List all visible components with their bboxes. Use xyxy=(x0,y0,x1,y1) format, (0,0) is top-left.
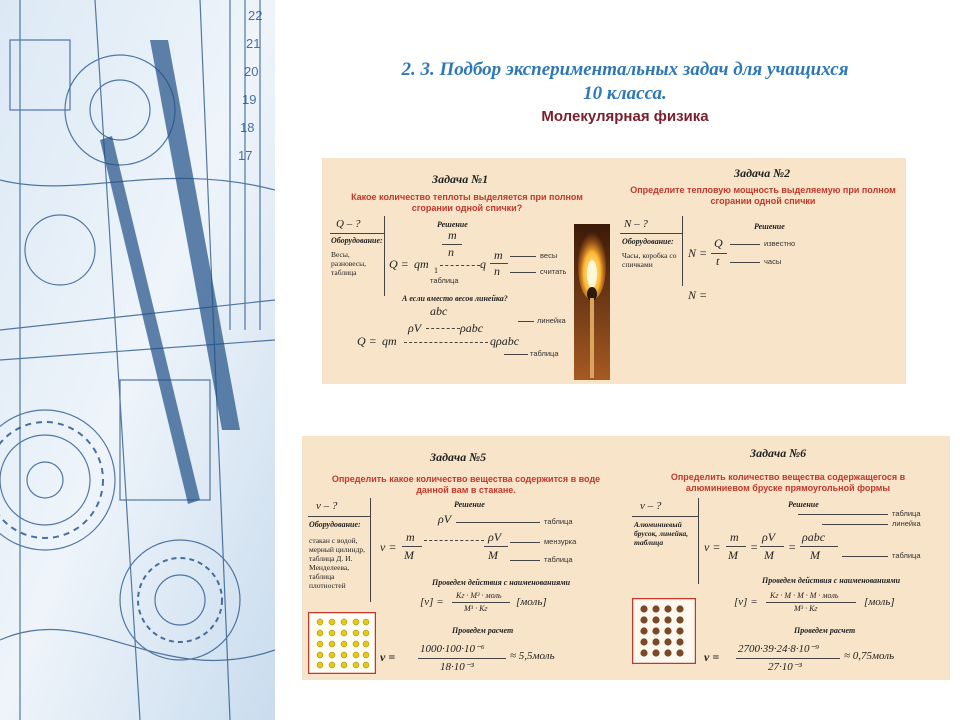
task5-units-result: [моль] xyxy=(516,596,547,608)
task6-note-table: таблица xyxy=(892,509,921,518)
slide-subtitle: Молекулярная физика xyxy=(541,108,709,125)
task1-solution-label: Решение xyxy=(437,220,468,229)
task6-M2: M xyxy=(764,548,774,562)
task2-given: N – ? xyxy=(624,218,648,230)
task2-equipment-label: Оборудование: xyxy=(622,237,674,246)
task6-eq-sign: = xyxy=(750,540,759,554)
task6-question: Определить количество вещества содержащегося в алюминиевом бруске прямоугольной формы xyxy=(670,472,906,493)
water-molecules-image xyxy=(308,612,376,674)
svg-text:17: 17 xyxy=(238,148,253,163)
task6-note-ruler: линейка xyxy=(892,519,921,528)
task6-units-label: Проведем действия с наименованиями xyxy=(762,576,901,585)
task1-equipment: Весы, разновесы, таблица xyxy=(331,250,367,277)
task5-rhoV: ρV xyxy=(438,512,452,526)
svg-text:18: 18 xyxy=(240,120,255,135)
task5-question: Определить какое количество вещества содержится в воде данной вам в стакане. xyxy=(331,474,601,495)
task1-given: Q – ? xyxy=(336,218,361,230)
task2-solution-label: Решение xyxy=(754,222,785,231)
task1-title: Задача №1 xyxy=(432,172,489,186)
task1-abc: abc xyxy=(430,304,448,318)
task2-title: Задача №2 xyxy=(734,166,791,180)
task2-Q: Q xyxy=(714,236,723,250)
task1-q-equals: Q = xyxy=(389,257,409,271)
task5-M: M xyxy=(404,548,414,562)
task6-units-result: [моль] xyxy=(864,596,895,608)
task6-solution-label: Решение xyxy=(788,500,819,509)
task5-calc-num: 1000·100·10⁻⁶ xyxy=(420,643,485,655)
task1-q: q xyxy=(480,257,486,271)
task5-units-den: М³ · Кг xyxy=(464,604,488,613)
svg-text:19: 19 xyxy=(242,92,257,107)
task2-t: t xyxy=(716,254,720,268)
task6-nu-equals: ν = xyxy=(704,540,721,554)
task5-calc-nu: ν = xyxy=(380,650,396,664)
svg-text:22: 22 xyxy=(248,8,263,23)
task5-units-num: Кг · М³ · моль xyxy=(456,591,502,600)
task6-calc-nu: ν = xyxy=(704,650,720,664)
task6-calc-label: Проведем расчет xyxy=(794,626,856,635)
task2-equipment: Часы, коробка со спичками xyxy=(622,251,677,269)
task6-note-table2: таблица xyxy=(892,551,921,560)
task2-note-clock: часы xyxy=(764,257,782,266)
blueprint-background-image xyxy=(0,0,275,720)
task6-calc-den: 27·10⁻³ xyxy=(768,661,802,673)
task5-units-lhs: [ν] = xyxy=(420,596,444,608)
task-panel-top xyxy=(322,158,906,384)
task1-m: m xyxy=(448,228,457,242)
aluminium-molecules-image xyxy=(632,598,696,664)
task1-q2-equals: Q = xyxy=(357,334,377,348)
burning-match-image xyxy=(574,224,610,380)
task6-M: M xyxy=(728,548,738,562)
task5-M2: M xyxy=(488,548,498,562)
task6-units-num: Кг · М · М · М · моль xyxy=(770,591,839,600)
task1-note-ruler: линейка xyxy=(537,316,566,325)
task1-note-count: считать xyxy=(540,267,567,276)
task6-title: Задача №6 xyxy=(750,446,807,460)
task5-note-table2: таблица xyxy=(544,555,573,564)
task6-units-den: М³ · Кг xyxy=(794,604,818,613)
task6-rhoV: ρV xyxy=(762,530,776,544)
task5-equipment: стакан с водой, мерный цилиндр, таблица Д. И. Менделеева, таблица плотностей xyxy=(309,536,366,590)
task6-calc-num: 2700·39·24·8·10⁻⁹ xyxy=(738,643,820,655)
task1-note-table2: таблица xyxy=(530,349,559,358)
task5-solution-label: Решение xyxy=(454,500,485,509)
svg-text:20: 20 xyxy=(244,64,259,79)
task2-question: Определите тепловую мощность выделяемую при полном сгорании одной спички xyxy=(630,185,896,206)
task6-units-lhs: [ν] = xyxy=(734,596,758,608)
task2-note-known: известно xyxy=(764,239,796,248)
task1-n: n xyxy=(448,245,454,259)
task5-calc-label: Проведем расчет xyxy=(452,626,514,635)
task5-title: Задача №5 xyxy=(430,450,487,464)
task1-question2: А если вместо весов линейка? xyxy=(402,294,508,303)
task1-sub1: 1 xyxy=(434,266,438,275)
slide-title-line2: 10 класса. xyxy=(583,83,667,104)
task1-question: Какое количество теплоты выделяется при полном сгорании одной спички? xyxy=(351,192,583,213)
slide-title xyxy=(330,58,920,106)
task2-n-equals: N = xyxy=(688,246,708,260)
slide-title-line1: 2. 3. Подбор экспериментальных задач для учащихся xyxy=(401,59,849,80)
task5-note-table: таблица xyxy=(544,517,573,526)
task5-given: ν – ? xyxy=(316,500,338,512)
task2-n-equals2: N = xyxy=(688,288,708,302)
task1-qrhoabc: qρabc xyxy=(490,334,520,348)
task6-calc-result: ≈ 0,75моль xyxy=(844,650,895,662)
task5-m: m xyxy=(406,530,415,544)
task6-m: m xyxy=(730,530,739,544)
task1-note-scales: весы xyxy=(540,251,558,260)
task6-given: ν – ? xyxy=(640,500,662,512)
task5-calc-result: ≈ 5,5моль xyxy=(510,650,555,662)
task1-qm: qm xyxy=(414,257,429,271)
task5-calc-den: 18·10⁻³ xyxy=(440,661,474,673)
task1-equipment-label: Оборудование: xyxy=(331,236,383,245)
svg-text:21: 21 xyxy=(246,36,261,51)
task1-rhoV: ρV xyxy=(408,321,422,335)
task6-rhoabc: ρabc xyxy=(802,530,826,544)
task5-units-label: Проведем действия с наименованиями xyxy=(432,578,571,587)
task1-m2: m xyxy=(494,248,503,262)
task1-rhoabc: ρabc xyxy=(460,321,484,335)
task-panel-bottom xyxy=(302,436,950,680)
task5-rhoV2: ρV xyxy=(488,530,502,544)
task6-equipment: Алюминиевый брусок, линейка, таблица xyxy=(634,520,689,547)
task6-M3: M xyxy=(810,548,820,562)
task1-note-table: таблица xyxy=(430,276,459,285)
task6-eq-sign2: = xyxy=(788,540,797,554)
task5-nu-equals: ν = xyxy=(380,540,397,554)
task5-equipment-label: Оборудование: xyxy=(309,520,361,529)
task1-qm-b: qm xyxy=(382,334,397,348)
task1-n2: n xyxy=(494,264,500,278)
task5-note-cylinder: мензурка xyxy=(544,537,577,546)
